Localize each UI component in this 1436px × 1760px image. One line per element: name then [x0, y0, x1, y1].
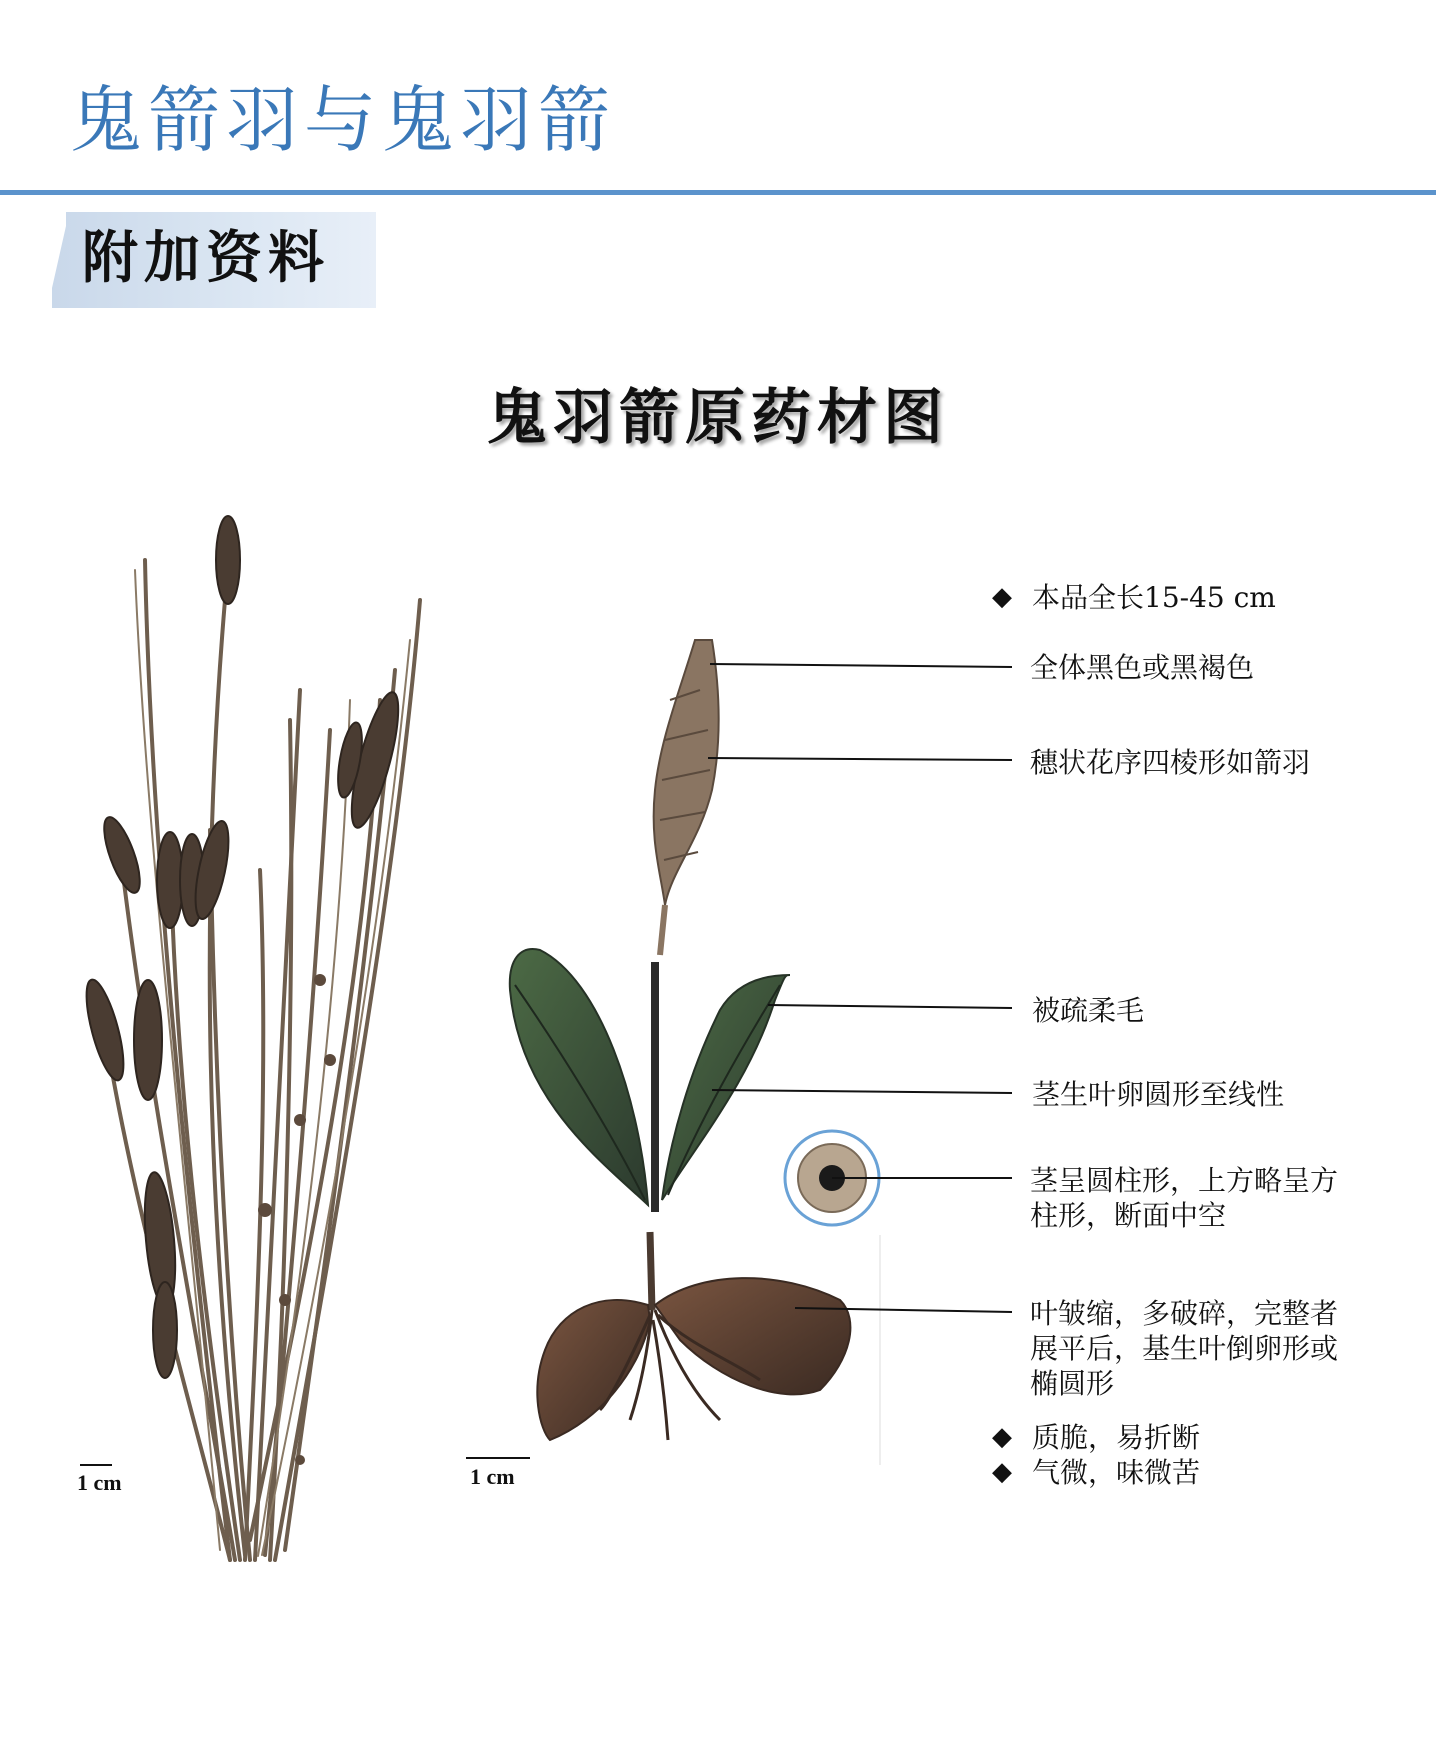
bullet-icon: ◆	[992, 1457, 1012, 1487]
bullet-icon: ◆	[992, 582, 1012, 612]
annotation-color: 全体黑色或黑褐色	[1030, 651, 1255, 684]
dried-herb-bundle-image	[79, 516, 420, 1560]
annotation-hairs: 被疏柔毛	[1032, 994, 1145, 1027]
annotation-leaf-line3: 椭圆形	[1030, 1367, 1115, 1400]
annotation-leaf-line2: 展平后，基生叶倒卵形或	[1030, 1332, 1339, 1365]
scale-label-left: 1 cm	[77, 1470, 122, 1495]
annotation-stem-line1: 茎呈圆柱形，上方略呈方	[1030, 1164, 1339, 1197]
annotation-leaf-line1: 叶皱缩，多破碎，完整者	[1030, 1297, 1339, 1330]
page-title: 鬼箭羽与鬼羽箭	[70, 78, 617, 162]
section-tab-label: 附加资料	[82, 225, 330, 291]
herb-specimen-image	[510, 640, 880, 1465]
annotation-spike: 穗状花序四棱形如箭羽	[1030, 746, 1311, 779]
figure-title: 鬼羽箭原药材图	[487, 383, 949, 453]
annotation-stem-leaf: 茎生叶卵圆形至线性	[1032, 1078, 1285, 1111]
annotation-length: 本品全长15-45 cm	[1032, 581, 1276, 614]
annotation-odor: 气微，味微苦	[1032, 1456, 1201, 1489]
annotation-stem-line2: 柱形，断面中空	[1030, 1199, 1227, 1232]
annotation-texture: 质脆，易折断	[1032, 1421, 1201, 1454]
scale-label-right: 1 cm	[470, 1464, 515, 1489]
bullet-icon: ◆	[992, 1422, 1012, 1452]
